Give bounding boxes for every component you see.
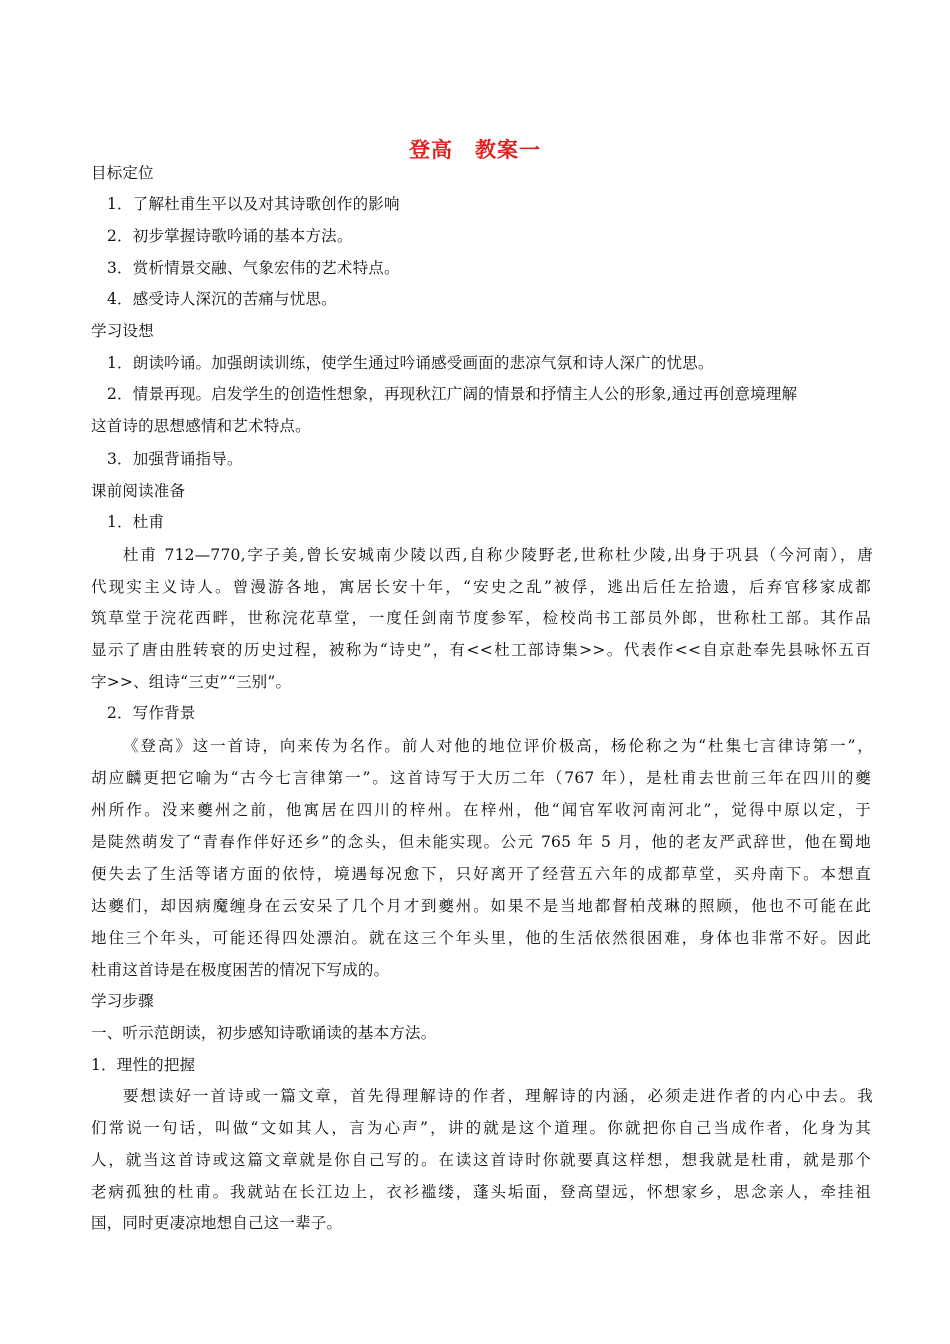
paragraph-line: 国，同时更凄凉地想自己这一辈子。	[91, 1214, 343, 1232]
paragraph-line: 代现实主义诗人。曾漫游各地，寓居长安十年，“安史之乱”被俘，逃出后任左拾遗，后弃官移家成都	[91, 578, 871, 596]
subheading-dufu: 1．杜甫	[107, 513, 165, 531]
goal-item: 3．赏析情景交融、气象宏伟的艺术特点。	[107, 259, 400, 277]
paragraph-line: 是陡然萌发了“青春作伴好还乡”的念头，但未能实现。公元 765 年 5 月，他的老友严武辞世，他在蜀地	[91, 833, 871, 851]
idea-item: 3．加强背诵指导。	[107, 450, 243, 468]
idea-item: 2．情景再现。启发学生的创造性想象，再现秋江广阔的情景和抒情主人公的形象,通过再创意境理解	[107, 385, 798, 403]
paragraph-line: 达夔们，却因病魔缠身在云安呆了几个月才到夔州。如果不是当地都督柏茂琳的照顾，他也不可能在此	[91, 897, 871, 915]
section-heading-prep: 课前阅读准备	[91, 482, 186, 500]
goal-item: 4．感受诗人深沉的苦痛与忧思。	[107, 290, 337, 308]
goal-item: 2．初步掌握诗歌吟诵的基本方法。	[107, 227, 353, 245]
section-heading-ideas: 学习设想	[91, 322, 154, 340]
idea-item: 1．朗读吟诵。加强朗读训练，使学生通过吟诵感受画面的悲凉气氛和诗人深广的忧思。	[107, 354, 714, 372]
paragraph-line: 杜甫这首诗是在极度困苦的情况下写成的。	[91, 961, 390, 979]
section-heading-goals: 目标定位	[91, 164, 154, 182]
paragraph-line: 要想读好一首诗或一篇文章，首先得理解诗的作者，理解诗的内涵，必须走进作者的内心中去。我	[123, 1087, 873, 1105]
paragraph-line: 筑草堂于浣花西畔，世称浣花草堂，一度任剑南节度参军，检校尚书工部员外郎，世称杜工部。其作品	[91, 609, 871, 627]
paragraph-line: 人，就当这首诗或这篇文章就是你自己写的。在读这首诗时你就要真这样想，想我就是杜甫，就是那个	[91, 1151, 871, 1169]
subheading-background: 2．写作背景	[107, 704, 196, 722]
paragraph-line: 便失去了生活等诸方面的依恃，境遇每况愈下，只好离开了经营五六年的成都草堂，买舟南下。本想直	[91, 865, 871, 883]
paragraph-line: 地住三个年头，可能还得四处漂泊。就在这三个年头里，他的生活依然很困难，身体也非常不好。因此	[91, 929, 871, 947]
paragraph-line: 州所作。没来夔州之前，他寓居在四川的梓州。在梓州，他“闻官军收河南河北”，觉得中原以定，于	[91, 801, 871, 819]
paragraph-line: 杜甫 712—770,字子美,曾长安城南少陵以西,自称少陵野老,世称杜少陵,出身于巩县（今河南），唐	[123, 546, 873, 564]
idea-item-continued: 这首诗的思想感情和艺术特点。	[91, 417, 311, 435]
paragraph-line: 老病孤独的杜甫。我就站在长江边上，衣衫褴缕，蓬头垢面，登高望远，怀想家乡，思念亲人，牵挂祖	[91, 1183, 871, 1201]
paragraph-line: 显示了唐由胜转衰的历史过程，被称为“诗史”，有<<杜工部诗集>>。代表作<<自京赴奉先县咏怀五百	[91, 641, 871, 659]
paragraph-line: 们常说一句话，叫做“文如其人，言为心声”，讲的就是这个道理。你就把你自己当成作者，化身为其	[91, 1119, 871, 1137]
step-heading: 一、听示范朗读，初步感知诗歌诵读的基本方法。	[91, 1024, 437, 1042]
goal-item: 1．了解杜甫生平以及对其诗歌创作的影响	[107, 195, 400, 213]
page-title: 登高 教案一	[409, 137, 541, 162]
section-heading-steps: 学习步骤	[91, 992, 154, 1010]
paragraph-line: 《登高》这一首诗，向来传为名作。前人对他的地位评价极高，杨伦称之为“杜集七言律诗第一”，	[123, 737, 873, 755]
subheading-rational: 1．理性的把握	[91, 1056, 196, 1074]
paragraph-line: 胡应麟更把它喻为“古今七言律第一”。这首诗写于大历二年（767 年），是杜甫去世前三年在四川的夔	[91, 769, 871, 787]
paragraph-line: 字>>、组诗“三吏”“三别”。	[91, 673, 292, 691]
